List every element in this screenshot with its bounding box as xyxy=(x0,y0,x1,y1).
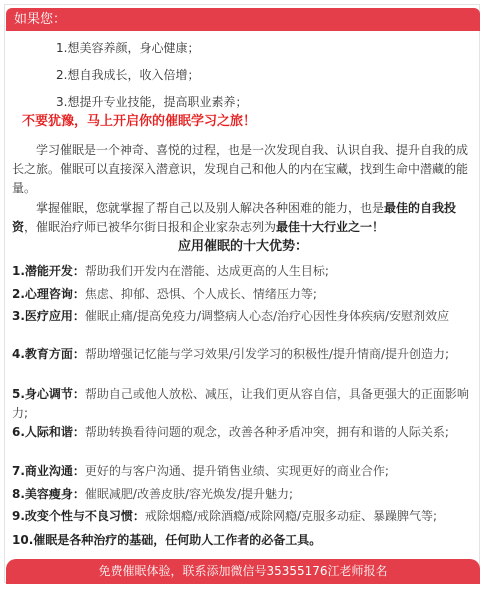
mastery-highlight-2: 最佳十大行业之一！ xyxy=(276,220,385,234)
advantage-key: 8.美容瘦身： xyxy=(12,487,85,501)
advantage-text: 帮助转换看待问题的观念，改善各种矛盾冲突，拥有和谐的人际关系; xyxy=(84,425,449,439)
advantage-key: 4.教育方面： xyxy=(12,347,85,361)
advantage-key: 2.心理咨询： xyxy=(12,287,85,301)
advantage-item xyxy=(12,345,476,364)
advantage-text: 帮助自己或他人放松、减压，让我们更从容自信，具备更强大的正面影响力; xyxy=(12,387,469,420)
mastery-paragraph xyxy=(12,199,476,237)
header-banner xyxy=(6,8,480,31)
advantages-title: 应用催眠的十大优势： xyxy=(177,239,308,254)
header-label: 如果您： xyxy=(14,12,67,27)
advantage-item xyxy=(12,285,476,304)
advantage-item xyxy=(12,262,476,281)
advantage-key: 6.人际和谐： xyxy=(12,425,85,439)
advantage-key: 5.身心调节： xyxy=(12,387,85,401)
advantage-item xyxy=(12,462,476,481)
footer-label: 免费催眠体验，联系添加微信号35355176江老师报名 xyxy=(98,564,388,578)
advantage-key: 3.医疗应用： xyxy=(12,309,85,323)
advantage-text: 更好的与客户沟通、提升销售业绩、实现更好的商业合作; xyxy=(84,464,389,478)
advantage-item xyxy=(12,423,476,442)
advantage-item xyxy=(12,485,476,504)
intro-paragraph: 学习催眠是一个神奇、喜悦的过程，也是一次发现自我、认识自我、提升自我的成长之旅。催眠可以直接深入潜意识，发现自己和他人的内在宝藏，找到生命中潜藏的能量。 xyxy=(12,143,469,195)
advantage-item xyxy=(12,385,476,423)
advantage-text: 戒除烟瘾/戒除酒瘾/戒除网瘾/克服多动症、暴躁脾气等; xyxy=(144,509,438,523)
mastery-highlight-1: 最佳的自我投资 xyxy=(12,201,457,234)
advantage-key: 7.商业沟通： xyxy=(12,464,85,478)
advantage-item xyxy=(12,307,476,326)
advantage-item xyxy=(12,507,476,526)
advantage-text: 催眠减肥/改善皮肤/容光焕发/提升魅力; xyxy=(84,487,294,501)
advantage-key: 1.潜能开发： xyxy=(12,264,85,278)
mastery-text-2: ，催眠治疗师已被华尔街日报和企业家杂志列为 xyxy=(24,220,277,234)
advantage-text: 帮助增强记忆能与学习效果/引发学习的积极性/提升情商/提升创造力; xyxy=(84,347,450,361)
advantage-item-10: 10.催眠是各种治疗的基础，任何助人工作者的必备工具。 xyxy=(12,533,322,547)
footer-banner xyxy=(6,559,480,584)
call-to-action: 不要犹豫，马上开启你的催眠学习之旅！ xyxy=(22,114,257,129)
wish-item-3: 3.想提升专业技能，提高职业素养； xyxy=(56,95,248,109)
wish-item-2: 2.想自我成长，收入倍增； xyxy=(56,68,200,82)
wish-item-1: 1.想美容养颜，身心健康； xyxy=(56,41,200,55)
advantage-text: 焦虑、抑郁、恐惧、个人成长、情绪压力等; xyxy=(84,287,317,301)
mastery-text-1: 掌握催眠，您就掌握了帮自己以及别人解决各种困难的能力，也是 xyxy=(36,201,385,215)
advantage-text: 催眠止痛/提高免疫力/调整病人心态/治疗心因性身体疾病/安慰剂效应 xyxy=(84,309,450,323)
advantage-text: 帮助我们开发内在潜能、达成更高的人生目标; xyxy=(84,264,329,278)
advantage-key: 9.改变个性与不良习惯： xyxy=(12,509,145,523)
